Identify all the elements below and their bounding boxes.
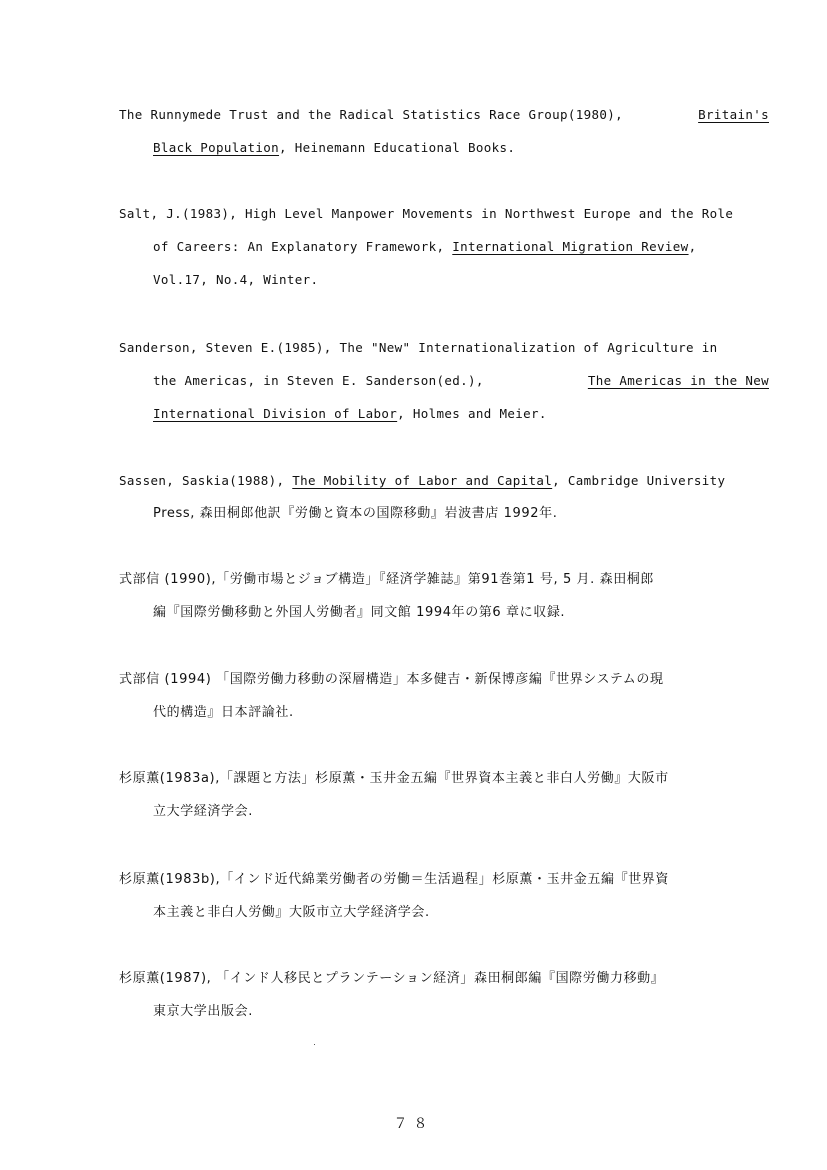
reference-line: [119, 497, 769, 530]
reference-line: [119, 995, 769, 1028]
reference-line: [119, 197, 769, 230]
reference-entry: [119, 197, 769, 296]
reference-text: 編『国際労働移動と外国人労働者』同文館 1994年の第6 章に収録.: [153, 605, 566, 620]
reference-line: [119, 331, 769, 364]
reference-text: , Cambridge University: [552, 473, 726, 488]
reference-title: The Americas in the New: [587, 373, 769, 388]
page-number: ７８: [393, 1116, 434, 1132]
reference-entry: [119, 98, 769, 164]
reference-line: [119, 263, 769, 296]
reference-title: Black Population: [153, 140, 280, 155]
reference-line: [119, 131, 769, 164]
reference-entry: [119, 962, 769, 1028]
reference-text: 杉原薫(1983a),「課題と方法」杉原薫・玉井金五編『世界資本主義と非白人労働』大阪市: [119, 771, 669, 786]
reference-line: [119, 663, 769, 696]
reference-text: 式部信 (1994) 「国際労働力移動の深層構造」本多健吉・新保博彦編『世界システムの現: [119, 672, 664, 687]
reference-text: , Holmes and Meier.: [397, 406, 547, 421]
reference-text: 杉原薫(1983b),「インド近代綿業労働者の労働＝生活過程」杉原薫・玉井金五編『世界資: [119, 872, 670, 887]
reference-text: 立大学経済学会.: [153, 804, 253, 819]
scan-speck: [314, 1044, 315, 1045]
reference-text: 杉原薫(1987), 「インド人移民とプランテーション経済」森田桐郎編『国際労働力移動』: [119, 971, 665, 986]
reference-text: Vol.17, No.4, Winter.: [153, 272, 319, 287]
reference-title: International Division of Labor: [153, 406, 398, 421]
reference-text: of Careers: An Explanatory Framework,: [153, 239, 453, 254]
reference-line: [119, 863, 769, 896]
reference-text: Sassen, Saskia(1988),: [119, 473, 293, 488]
reference-text: the Americas, in Steven E. Sanderson(ed.),: [153, 373, 492, 388]
reference-title: International Migration Review: [452, 239, 689, 254]
reference-text: 本主義と非白人労働』大阪市立大学経済学会.: [153, 905, 430, 920]
reference-line: [119, 230, 769, 263]
reference-entry: [119, 762, 769, 828]
reference-text: 代的構造』日本評論社.: [153, 705, 294, 720]
reference-text: The Runnymede Trust and the Radical Statistics Race Group(1980),: [119, 107, 631, 122]
reference-text: , Heinemann Educational Books.: [279, 140, 516, 155]
reference-text: 式部信 (1990),「労働市場とジョブ構造」『経済学雑誌』第91巻第1 号, 5 月. 森田桐郎: [119, 572, 655, 587]
reference-text: Sanderson, Steven E.(1985), The "New" Internationalization of Agriculture in: [119, 340, 718, 355]
reference-title: The Mobility of Labor and Capital: [292, 473, 553, 488]
reference-text: Salt, J.(1983), High Level Manpower Movements in Northwest Europe and the Role: [119, 206, 734, 221]
reference-line: [119, 364, 769, 397]
reference-line: [119, 98, 769, 131]
reference-line: [119, 962, 769, 995]
reference-line: [119, 464, 769, 497]
reference-entry: [119, 464, 769, 530]
reference-line: [119, 696, 769, 729]
reference-text: ,: [688, 239, 697, 254]
reference-entry: [119, 563, 769, 629]
reference-line: [119, 795, 769, 828]
reference-text: Press, 森田桐郎他訳『労働と資本の国際移動』岩波書店 1992年.: [153, 506, 558, 521]
reference-title: Britain's: [698, 107, 769, 122]
reference-text: 東京大学出版会.: [153, 1004, 253, 1019]
reference-line: [119, 596, 769, 629]
reference-line: [119, 397, 769, 430]
reference-line: [119, 896, 769, 929]
reference-line: [119, 762, 769, 795]
reference-line: [119, 563, 769, 596]
reference-entry: [119, 863, 769, 929]
reference-entry: [119, 663, 769, 729]
reference-entry: [119, 331, 769, 430]
